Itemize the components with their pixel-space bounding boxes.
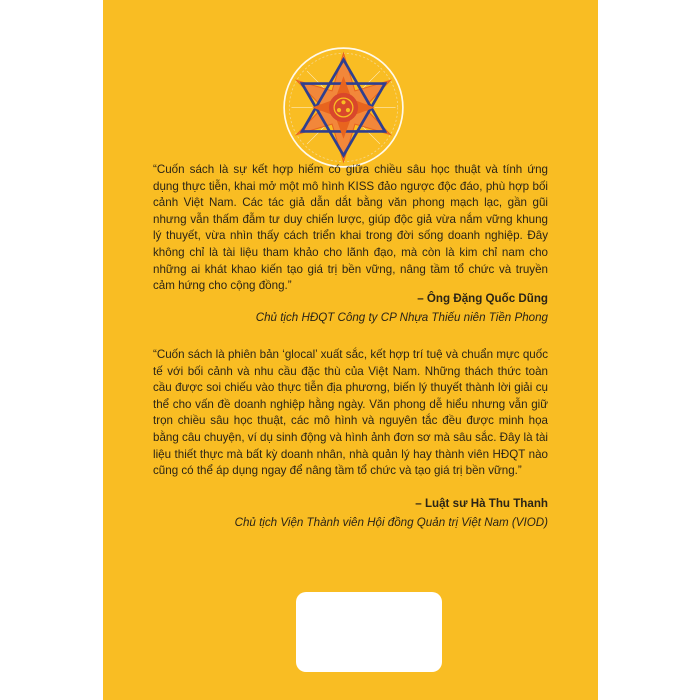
testimonial-author-title: Chủ tịch HĐQT Công ty CP Nhựa Thiếu niên Tiền Phong [255, 311, 548, 324]
testimonial-author-title: Chủ tịch Viện Thành viên Hội đồng Quản trị Việt Nam (VIOD) [234, 516, 548, 529]
testimonial-quote: “Cuốn sách là phiên bản ‘glocal’ xuất sắc, kết hợp trí tuệ và chuẩn mực quốc tế với bối cảnh và nhu cầu đặc thù của Việt Nam. Những thách thức toàn cầu được soi chiếu vào thực tiễn địa phương, biến lý thuyết thành lời giải cụ thể cho vấn đề doanh nghiệp hằng ngày. Văn phong dễ hiểu nhưng vẫn giữ trọn chiều sâu học thuật, các mô hình và nguyên tắc đều được minh họa bằng câu chuyện, ví dụ sinh động và hình ảnh đơn sơ mà sâu sắc. Đây là tài liệu thiết thực mà bất kỳ doanh nhân, nhà quản lý hay thành viên HĐQT nào cũng có thể áp dụng ngay để nâng tầm tổ chức và tạo giá trị bền vững.” [153, 348, 548, 478]
star-mandala-icon [281, 45, 406, 170]
barcode-label-area [296, 592, 442, 672]
testimonial-quote: “Cuốn sách là sự kết hợp hiếm có giữa chiều sâu học thuật và tính ứng dụng thực tiễn, khai mở một mô hình KISS đảo ngược độc đáo, phù hợp bối cảnh Việt Nam. Các tác giả dẫn dắt bằng văn phong mạch lạc, gần gũi nhưng vẫn thấm đẫm tư duy chiến lược, giúp độc giả vừa nắm vững khung lý thuyết, vừa nhìn thấy cách triển khai trong đời sống doanh nghiệp. Đây không chỉ là tài liệu tham khảo cho lãnh đạo, mà còn là kim chỉ nam cho những ai khát khao kiến tạo giá trị bền vững, nâng tầm tổ chức và truyền cảm hứng cho cộng đồng.” [153, 163, 548, 293]
testimonial-author: – Luật sư Hà Thu Thanh [415, 497, 548, 510]
testimonial-author: – Ông Đặng Quốc Dũng [417, 292, 548, 305]
